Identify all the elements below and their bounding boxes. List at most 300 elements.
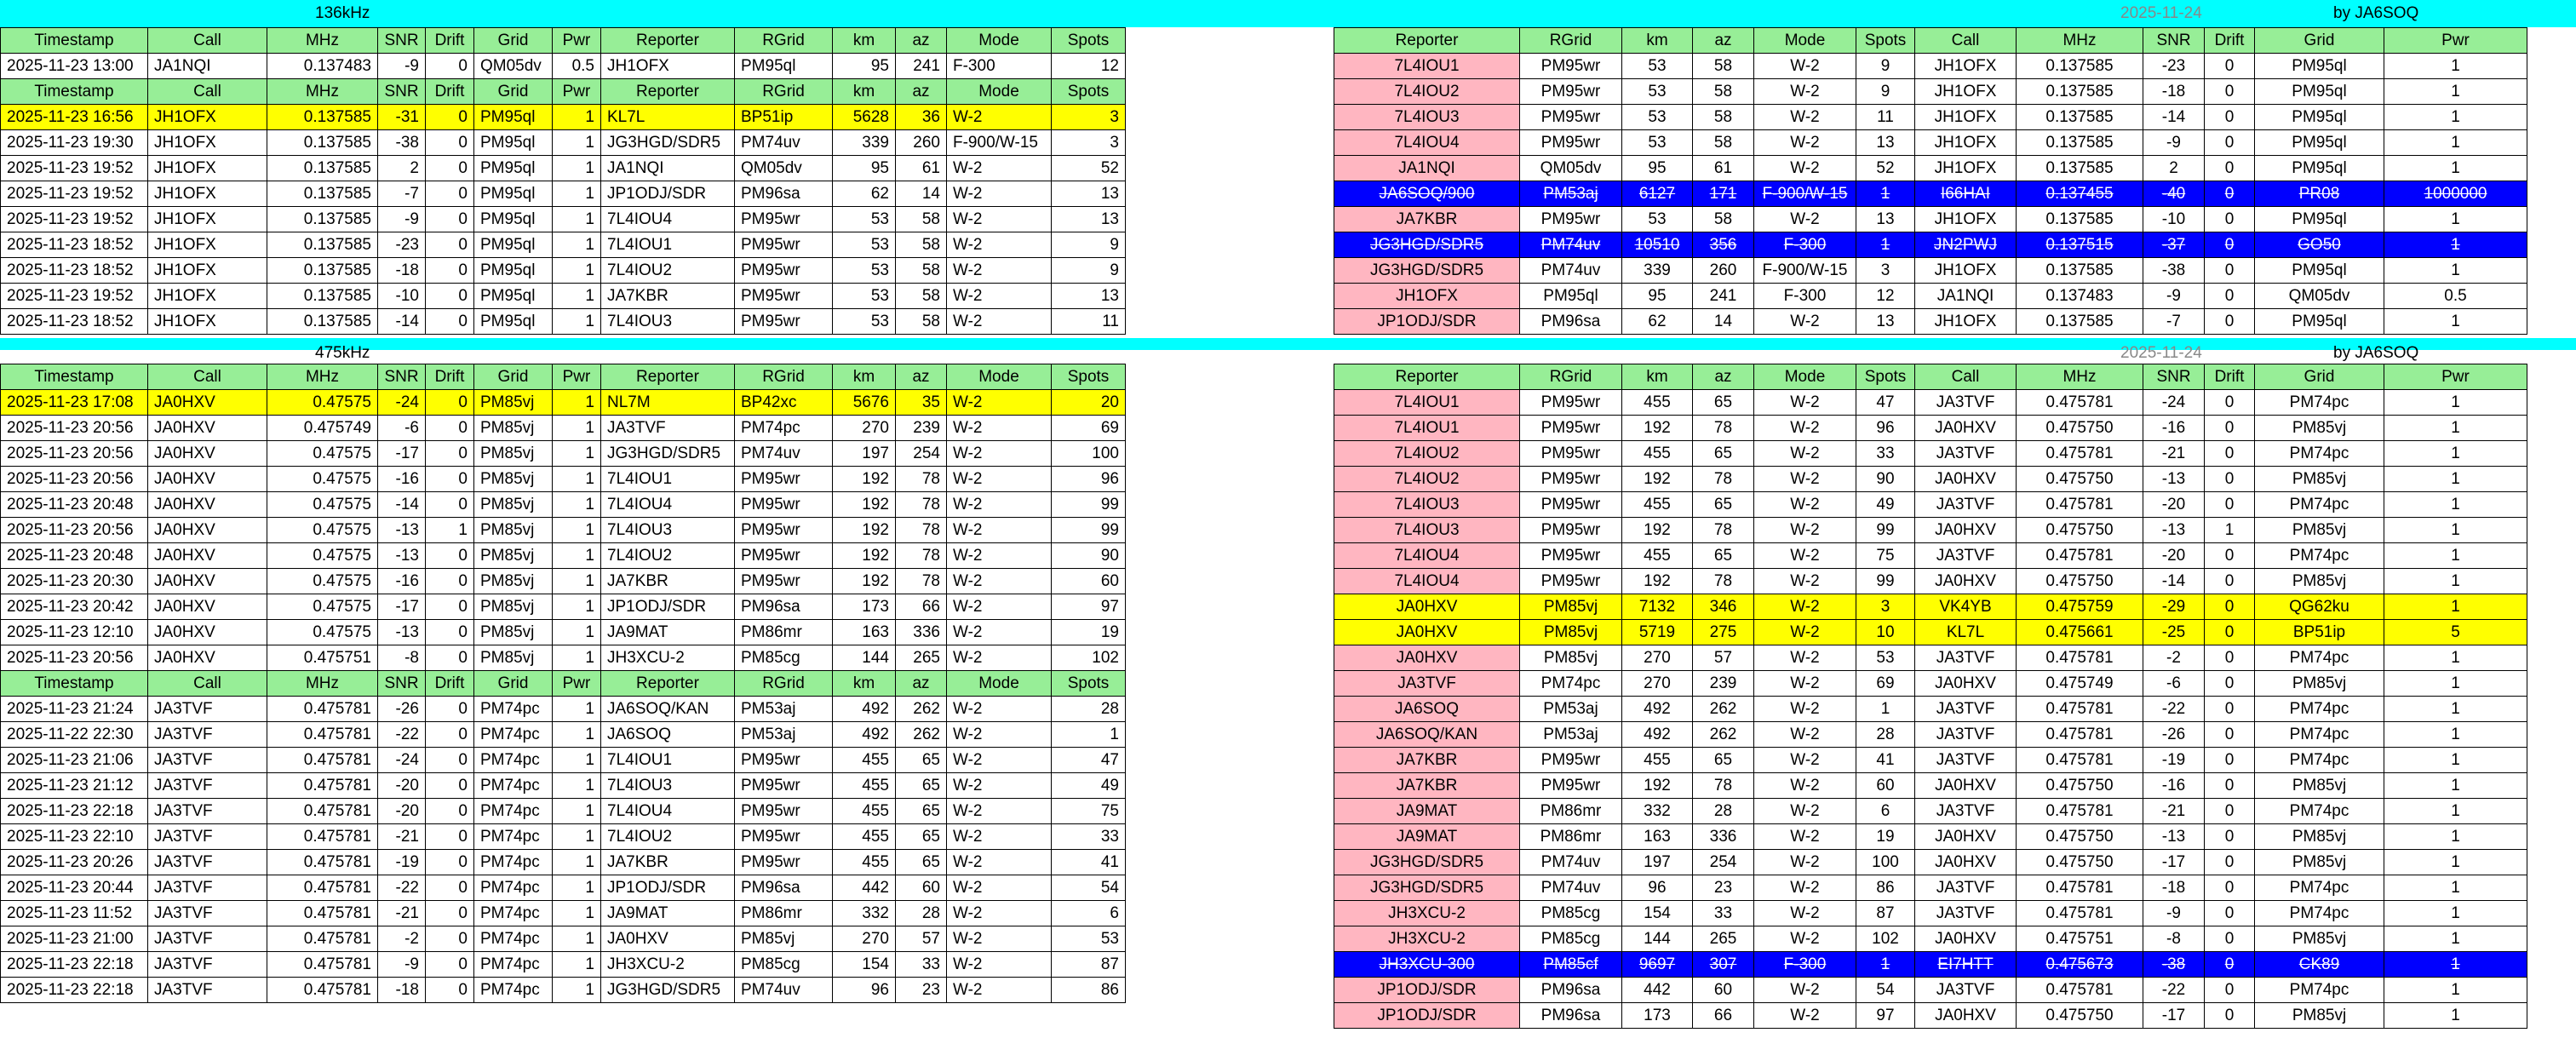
table-row[interactable] bbox=[1334, 901, 2527, 926]
column-header[interactable]: Call bbox=[148, 28, 267, 54]
table-row[interactable] bbox=[1334, 594, 2527, 620]
table-cell: 10 bbox=[1856, 620, 1915, 645]
table-row[interactable] bbox=[1334, 441, 2527, 467]
row-key-cell: JA1NQI bbox=[1334, 156, 1520, 181]
table-row[interactable] bbox=[1334, 390, 2527, 416]
table-cell: PM85vj bbox=[2255, 671, 2384, 697]
table-row[interactable] bbox=[1334, 748, 2527, 773]
table-cell: 0.137585 bbox=[267, 156, 378, 181]
table-cell: KL7L bbox=[601, 105, 735, 130]
table-cell: 254 bbox=[1693, 850, 1754, 875]
table-cell: PM85vj bbox=[1520, 620, 1622, 645]
table-cell: 78 bbox=[1693, 416, 1754, 441]
table-cell: JA0HXV bbox=[1915, 926, 2017, 952]
table-row[interactable] bbox=[1334, 181, 2527, 207]
table-row[interactable] bbox=[1, 467, 1126, 492]
column-header[interactable]: MHz bbox=[267, 79, 378, 105]
column-header[interactable]: Grid bbox=[474, 28, 553, 54]
table-cell: 7L4IOU2 bbox=[601, 543, 735, 569]
table-cell: 1 bbox=[2384, 901, 2527, 926]
column-header[interactable]: RGrid bbox=[735, 79, 833, 105]
table-row[interactable] bbox=[1334, 518, 2527, 543]
column-header[interactable]: Drift bbox=[426, 364, 474, 390]
table-cell: 1 bbox=[1856, 181, 1915, 207]
table-row[interactable] bbox=[1, 232, 1126, 258]
table-cell: PM74uv bbox=[735, 978, 833, 1003]
row-key-cell: 2025-11-23 21:00 bbox=[1, 926, 148, 952]
column-header[interactable]: MHz bbox=[267, 364, 378, 390]
table-cell: W-2 bbox=[947, 697, 1052, 722]
column-header[interactable]: Reporter bbox=[1334, 364, 1520, 390]
table-row[interactable] bbox=[1, 697, 1126, 722]
table-cell: W-2 bbox=[947, 181, 1052, 207]
table-row[interactable] bbox=[1, 441, 1126, 467]
table-cell: -14 bbox=[378, 309, 426, 335]
table-cell: 455 bbox=[833, 850, 896, 875]
table-row[interactable] bbox=[1334, 232, 2527, 258]
column-header[interactable]: RGrid bbox=[735, 671, 833, 697]
table-row[interactable] bbox=[1, 390, 1126, 416]
table-cell: JA3TVF bbox=[148, 824, 267, 850]
table-cell: 241 bbox=[896, 54, 947, 79]
column-header[interactable]: Grid bbox=[474, 364, 553, 390]
column-header[interactable]: Spots bbox=[1052, 28, 1126, 54]
table-cell: PM74uv bbox=[1520, 232, 1622, 258]
table-cell: 0 bbox=[2205, 569, 2255, 594]
table-cell: 0 bbox=[2205, 799, 2255, 824]
table-row[interactable] bbox=[1, 748, 1126, 773]
column-header[interactable]: SNR bbox=[378, 364, 426, 390]
table-cell: PM95wr bbox=[1520, 748, 1622, 773]
table-row[interactable] bbox=[1334, 492, 2527, 518]
table-row[interactable] bbox=[1334, 1003, 2527, 1029]
table-row[interactable] bbox=[1, 207, 1126, 232]
table-cell: 0.47575 bbox=[267, 492, 378, 518]
table-cell: 0.137585 bbox=[267, 284, 378, 309]
column-header[interactable]: SNR bbox=[378, 79, 426, 105]
table-row[interactable] bbox=[1334, 467, 2527, 492]
table-cell: -9 bbox=[2143, 130, 2205, 156]
table-cell: 0 bbox=[2205, 309, 2255, 335]
table-cell: W-2 bbox=[1754, 105, 1856, 130]
table-cell: -9 bbox=[2143, 284, 2205, 309]
column-header[interactable]: Call bbox=[1915, 364, 2017, 390]
table-cell: -22 bbox=[2143, 697, 2205, 722]
row-key-cell: JA7KBR bbox=[1334, 773, 1520, 799]
table-cell: 75 bbox=[1856, 543, 1915, 569]
column-header[interactable]: MHz bbox=[267, 671, 378, 697]
column-header[interactable]: Call bbox=[1915, 28, 2017, 54]
table-row[interactable] bbox=[1, 54, 1126, 79]
table-row[interactable] bbox=[1, 105, 1126, 130]
column-header[interactable]: Spots bbox=[1052, 79, 1126, 105]
column-header[interactable]: Spots bbox=[1856, 364, 1915, 390]
table-cell: PM85cg bbox=[1520, 901, 1622, 926]
table-cell: PM95wr bbox=[1520, 569, 1622, 594]
table-cell: 96 bbox=[1052, 467, 1126, 492]
column-header[interactable]: Timestamp bbox=[1, 364, 148, 390]
table-cell: 0 bbox=[2205, 671, 2255, 697]
table-cell: JA0HXV bbox=[148, 492, 267, 518]
column-header[interactable]: Mode bbox=[1754, 28, 1856, 54]
table-row[interactable] bbox=[1, 773, 1126, 799]
column-header[interactable]: Pwr bbox=[553, 28, 601, 54]
table-row[interactable] bbox=[1, 926, 1126, 952]
table-cell: 65 bbox=[896, 850, 947, 875]
table-cell: PM74pc bbox=[474, 799, 553, 824]
table-cell: 0.475781 bbox=[267, 901, 378, 926]
table-cell: 78 bbox=[1693, 467, 1754, 492]
table-cell: F-300 bbox=[1754, 232, 1856, 258]
table-cell: PM95ql bbox=[474, 309, 553, 335]
row-key-cell: 2025-11-23 22:18 bbox=[1, 978, 148, 1003]
table-cell: W-2 bbox=[947, 390, 1052, 416]
table-row[interactable] bbox=[1334, 156, 2527, 181]
column-header[interactable]: Mode bbox=[947, 364, 1052, 390]
table-row[interactable] bbox=[1, 799, 1126, 824]
column-header[interactable]: km bbox=[1622, 28, 1693, 54]
column-header[interactable]: Drift bbox=[2205, 28, 2255, 54]
column-header[interactable]: MHz bbox=[2017, 364, 2143, 390]
column-header[interactable]: Grid bbox=[474, 671, 553, 697]
table-cell: PM95wr bbox=[1520, 492, 1622, 518]
table-cell: JH1OFX bbox=[148, 130, 267, 156]
table-cell: 97 bbox=[1856, 1003, 1915, 1029]
table-cell: 33 bbox=[896, 952, 947, 978]
table-cell: 1 bbox=[2384, 156, 2527, 181]
table-cell: -24 bbox=[378, 748, 426, 773]
column-header[interactable]: Spots bbox=[1856, 28, 1915, 54]
table-row[interactable] bbox=[1, 875, 1126, 901]
column-header[interactable]: Grid bbox=[474, 79, 553, 105]
column-header[interactable]: Mode bbox=[947, 79, 1052, 105]
table-cell: PM74pc bbox=[474, 773, 553, 799]
table-row[interactable] bbox=[1, 309, 1126, 335]
table-cell: 1 bbox=[2384, 416, 2527, 441]
column-header[interactable]: Pwr bbox=[2384, 28, 2527, 54]
column-header[interactable]: az bbox=[896, 28, 947, 54]
table-cell: JA3TVF bbox=[1915, 697, 2017, 722]
table-cell: JA3TVF bbox=[1915, 799, 2017, 824]
table-row[interactable] bbox=[1334, 543, 2527, 569]
table-row[interactable] bbox=[1334, 207, 2527, 232]
column-header[interactable]: MHz bbox=[2017, 28, 2143, 54]
table-cell: JA9MAT bbox=[601, 901, 735, 926]
column-header[interactable]: Spots bbox=[1052, 364, 1126, 390]
table-cell: 23 bbox=[896, 978, 947, 1003]
table-row[interactable] bbox=[1334, 416, 2527, 441]
table-cell: -22 bbox=[378, 875, 426, 901]
column-header[interactable]: Call bbox=[148, 79, 267, 105]
table-row[interactable] bbox=[1, 594, 1126, 620]
table-cell: 0 bbox=[2205, 441, 2255, 467]
column-header[interactable]: km bbox=[1622, 364, 1693, 390]
table-cell: -19 bbox=[378, 850, 426, 875]
table-cell: JA0HXV bbox=[1915, 824, 2017, 850]
table-row[interactable] bbox=[1, 978, 1126, 1003]
column-header[interactable]: km bbox=[833, 28, 896, 54]
table-row[interactable] bbox=[1334, 569, 2527, 594]
table-cell: 60 bbox=[1693, 978, 1754, 1003]
column-header[interactable]: Drift bbox=[426, 79, 474, 105]
column-header[interactable]: RGrid bbox=[1520, 364, 1622, 390]
table-row[interactable] bbox=[1, 569, 1126, 594]
column-header[interactable]: Drift bbox=[2205, 364, 2255, 390]
table-cell: 0.475781 bbox=[2017, 390, 2143, 416]
column-header[interactable]: Pwr bbox=[553, 671, 601, 697]
table-row[interactable] bbox=[1, 130, 1126, 156]
table-cell: W-2 bbox=[1754, 978, 1856, 1003]
table-cell: I66HAI bbox=[1915, 181, 2017, 207]
column-header[interactable]: Call bbox=[148, 671, 267, 697]
table-cell: JA3TVF bbox=[148, 697, 267, 722]
column-header[interactable]: az bbox=[896, 79, 947, 105]
table-cell: 192 bbox=[833, 543, 896, 569]
column-header[interactable]: Pwr bbox=[2384, 364, 2527, 390]
row-key-cell: JA6SOQ/900 bbox=[1334, 181, 1520, 207]
table-cell: F-900/W-15 bbox=[947, 130, 1052, 156]
table-cell: 53 bbox=[1622, 207, 1693, 232]
column-header[interactable]: Reporter bbox=[1334, 28, 1520, 54]
column-header[interactable]: km bbox=[833, 364, 896, 390]
table-cell: KL7L bbox=[1915, 620, 2017, 645]
table-row[interactable] bbox=[1334, 850, 2527, 875]
table-cell: 0.475749 bbox=[267, 416, 378, 441]
column-header[interactable]: RGrid bbox=[735, 28, 833, 54]
table-cell: 5 bbox=[2384, 620, 2527, 645]
table-cell: PM85vj bbox=[474, 390, 553, 416]
row-key-cell: JA9MAT bbox=[1334, 824, 1520, 850]
table-cell: 0.47575 bbox=[267, 569, 378, 594]
table-cell: W-2 bbox=[1754, 54, 1856, 79]
table-cell: 455 bbox=[1622, 543, 1693, 569]
table-row[interactable] bbox=[1334, 671, 2527, 697]
table-row[interactable] bbox=[1, 181, 1126, 207]
table-row[interactable] bbox=[1334, 952, 2527, 978]
table-row[interactable] bbox=[1334, 130, 2527, 156]
table-cell: W-2 bbox=[947, 978, 1052, 1003]
table-cell: BP42xc bbox=[735, 390, 833, 416]
table-cell: 7132 bbox=[1622, 594, 1693, 620]
table-cell: 0 bbox=[2205, 79, 2255, 105]
table-row[interactable] bbox=[1, 416, 1126, 441]
column-header[interactable]: km bbox=[833, 671, 896, 697]
column-header[interactable]: Reporter bbox=[601, 364, 735, 390]
table-cell: 265 bbox=[1693, 926, 1754, 952]
table-cell: 0 bbox=[426, 232, 474, 258]
table-cell: 0 bbox=[2205, 258, 2255, 284]
table-row[interactable] bbox=[1334, 773, 2527, 799]
column-header[interactable]: Reporter bbox=[601, 671, 735, 697]
table-cell: 0.137585 bbox=[2017, 309, 2143, 335]
table-cell: 12 bbox=[1052, 54, 1126, 79]
table-cell: 1 bbox=[553, 620, 601, 645]
column-header[interactable]: Mode bbox=[1754, 364, 1856, 390]
table-row[interactable] bbox=[1, 645, 1126, 671]
table-cell: PM85vj bbox=[474, 569, 553, 594]
table-cell: PM95ql bbox=[2255, 309, 2384, 335]
table-cell: -17 bbox=[378, 594, 426, 620]
table-cell: PM95wr bbox=[735, 309, 833, 335]
column-header[interactable]: Pwr bbox=[553, 79, 601, 105]
column-header[interactable]: SNR bbox=[378, 671, 426, 697]
table-cell: PM95wr bbox=[735, 207, 833, 232]
row-key-cell: 7L4IOU2 bbox=[1334, 441, 1520, 467]
table-row[interactable] bbox=[1334, 875, 2527, 901]
table-cell: 96 bbox=[833, 978, 896, 1003]
table-cell: 0 bbox=[2205, 824, 2255, 850]
column-header[interactable]: Drift bbox=[426, 28, 474, 54]
column-header[interactable]: Grid bbox=[2255, 364, 2384, 390]
table-row[interactable] bbox=[1, 492, 1126, 518]
column-header[interactable]: Grid bbox=[2255, 28, 2384, 54]
table-cell: PM74pc bbox=[474, 901, 553, 926]
table-row[interactable] bbox=[1334, 620, 2527, 645]
table-cell: 78 bbox=[1693, 773, 1754, 799]
row-key-cell: 2025-11-23 20:48 bbox=[1, 492, 148, 518]
table-row[interactable] bbox=[1334, 645, 2527, 671]
table-cell: 262 bbox=[1693, 722, 1754, 748]
table-cell: -37 bbox=[2143, 232, 2205, 258]
table-cell: 0 bbox=[426, 105, 474, 130]
table-cell: W-2 bbox=[1754, 697, 1856, 722]
band1-title: 136kHz bbox=[315, 4, 370, 22]
table-cell: -22 bbox=[2143, 978, 2205, 1003]
table-row[interactable] bbox=[1, 901, 1126, 926]
table-cell: 0.475781 bbox=[267, 926, 378, 952]
band1-by: by JA6SOQ bbox=[2333, 4, 2419, 22]
column-header[interactable]: Spots bbox=[1052, 671, 1126, 697]
row-key-cell: JG3HGD/SDR5 bbox=[1334, 232, 1520, 258]
table-cell: W-2 bbox=[947, 441, 1052, 467]
table-cell: 87 bbox=[1856, 901, 1915, 926]
column-header[interactable]: RGrid bbox=[735, 364, 833, 390]
table-cell: PM95ql bbox=[2255, 258, 2384, 284]
table-cell: 163 bbox=[1622, 824, 1693, 850]
table-row[interactable] bbox=[1334, 697, 2527, 722]
table-cell: W-2 bbox=[947, 569, 1052, 594]
table-cell: JP1ODJ/SDR bbox=[601, 875, 735, 901]
table-row[interactable] bbox=[1, 518, 1126, 543]
table-cell: 0 bbox=[2205, 130, 2255, 156]
table-cell: 0.475781 bbox=[267, 799, 378, 824]
table-cell: 99 bbox=[1052, 518, 1126, 543]
table-cell: JA9MAT bbox=[601, 620, 735, 645]
table-cell: 19 bbox=[1856, 824, 1915, 850]
column-header[interactable]: az bbox=[1693, 364, 1754, 390]
column-header[interactable]: MHz bbox=[267, 28, 378, 54]
table-cell: 154 bbox=[833, 952, 896, 978]
column-header[interactable]: Timestamp bbox=[1, 671, 148, 697]
table-cell: 11 bbox=[1856, 105, 1915, 130]
table-cell: PM95wr bbox=[735, 258, 833, 284]
column-header[interactable]: Pwr bbox=[553, 364, 601, 390]
column-header[interactable]: SNR bbox=[2143, 364, 2205, 390]
table-cell: PM85vj bbox=[2255, 416, 2384, 441]
column-header[interactable]: Reporter bbox=[601, 28, 735, 54]
table-cell: 0 bbox=[426, 645, 474, 671]
table-row[interactable] bbox=[1, 850, 1126, 875]
table-row[interactable] bbox=[1334, 105, 2527, 130]
table-cell: 36 bbox=[896, 105, 947, 130]
table-row[interactable] bbox=[1334, 926, 2527, 952]
table-cell: 90 bbox=[1856, 467, 1915, 492]
table-cell: JA6SOQ/KAN bbox=[601, 697, 735, 722]
table-cell: W-2 bbox=[1754, 518, 1856, 543]
table-cell: 1 bbox=[553, 901, 601, 926]
table-cell: 0.475750 bbox=[2017, 773, 2143, 799]
column-header[interactable]: Mode bbox=[947, 28, 1052, 54]
column-header[interactable]: Drift bbox=[426, 671, 474, 697]
table-cell: JA0HXV bbox=[1915, 850, 2017, 875]
table-cell: PM74uv bbox=[735, 130, 833, 156]
table-cell: W-2 bbox=[1754, 492, 1856, 518]
table-cell: 87 bbox=[1052, 952, 1126, 978]
table-row[interactable] bbox=[1, 284, 1126, 309]
table-cell: PM95wr bbox=[735, 467, 833, 492]
table-cell: JA0HXV bbox=[148, 569, 267, 594]
table-cell: 1 bbox=[2384, 645, 2527, 671]
column-header[interactable]: az bbox=[896, 364, 947, 390]
table-row[interactable] bbox=[1334, 722, 2527, 748]
table-row[interactable] bbox=[1, 258, 1126, 284]
table-row[interactable] bbox=[1334, 799, 2527, 824]
table-row[interactable] bbox=[1334, 258, 2527, 284]
table-cell: PM74uv bbox=[1520, 258, 1622, 284]
column-header[interactable]: Reporter bbox=[601, 79, 735, 105]
table-cell: PM85vj bbox=[474, 645, 553, 671]
table-row[interactable] bbox=[1334, 824, 2527, 850]
table-cell: -22 bbox=[378, 722, 426, 748]
table-row[interactable] bbox=[1334, 978, 2527, 1003]
row-key-cell: JP1ODJ/SDR bbox=[1334, 978, 1520, 1003]
table-cell: 0 bbox=[426, 569, 474, 594]
column-header[interactable]: SNR bbox=[378, 28, 426, 54]
table-row[interactable] bbox=[1, 824, 1126, 850]
column-header[interactable]: SNR bbox=[2143, 28, 2205, 54]
row-key-cell: JH3XCU-2 bbox=[1334, 926, 1520, 952]
table-row[interactable] bbox=[1334, 309, 2527, 335]
table-row[interactable] bbox=[1, 722, 1126, 748]
table-cell: JH1OFX bbox=[1915, 130, 2017, 156]
header-row bbox=[1334, 364, 2527, 390]
column-header[interactable]: Timestamp bbox=[1, 28, 148, 54]
table-cell: 0.475750 bbox=[2017, 850, 2143, 875]
column-header[interactable]: Timestamp bbox=[1, 79, 148, 105]
table-row[interactable] bbox=[1334, 54, 2527, 79]
band2-right-panel bbox=[1334, 364, 2527, 1029]
table-row[interactable] bbox=[1, 156, 1126, 181]
column-header[interactable]: az bbox=[1693, 28, 1754, 54]
table-cell: BP51ip bbox=[735, 105, 833, 130]
table-row[interactable] bbox=[1334, 79, 2527, 105]
table-cell: W-2 bbox=[1754, 645, 1856, 671]
table-cell: -17 bbox=[2143, 850, 2205, 875]
table-row[interactable] bbox=[1, 543, 1126, 569]
table-cell: JA0HXV bbox=[148, 518, 267, 543]
column-header[interactable]: az bbox=[896, 671, 947, 697]
table-cell: BP51ip bbox=[2255, 620, 2384, 645]
table-cell: 0.47575 bbox=[267, 390, 378, 416]
column-header[interactable]: km bbox=[833, 79, 896, 105]
table-row[interactable] bbox=[1, 620, 1126, 645]
column-header[interactable]: Call bbox=[148, 364, 267, 390]
row-key-cell: 7L4IOU1 bbox=[1334, 416, 1520, 441]
table-row[interactable] bbox=[1334, 284, 2527, 309]
table-row[interactable] bbox=[1, 952, 1126, 978]
column-header[interactable]: Mode bbox=[947, 671, 1052, 697]
column-header[interactable]: RGrid bbox=[1520, 28, 1622, 54]
